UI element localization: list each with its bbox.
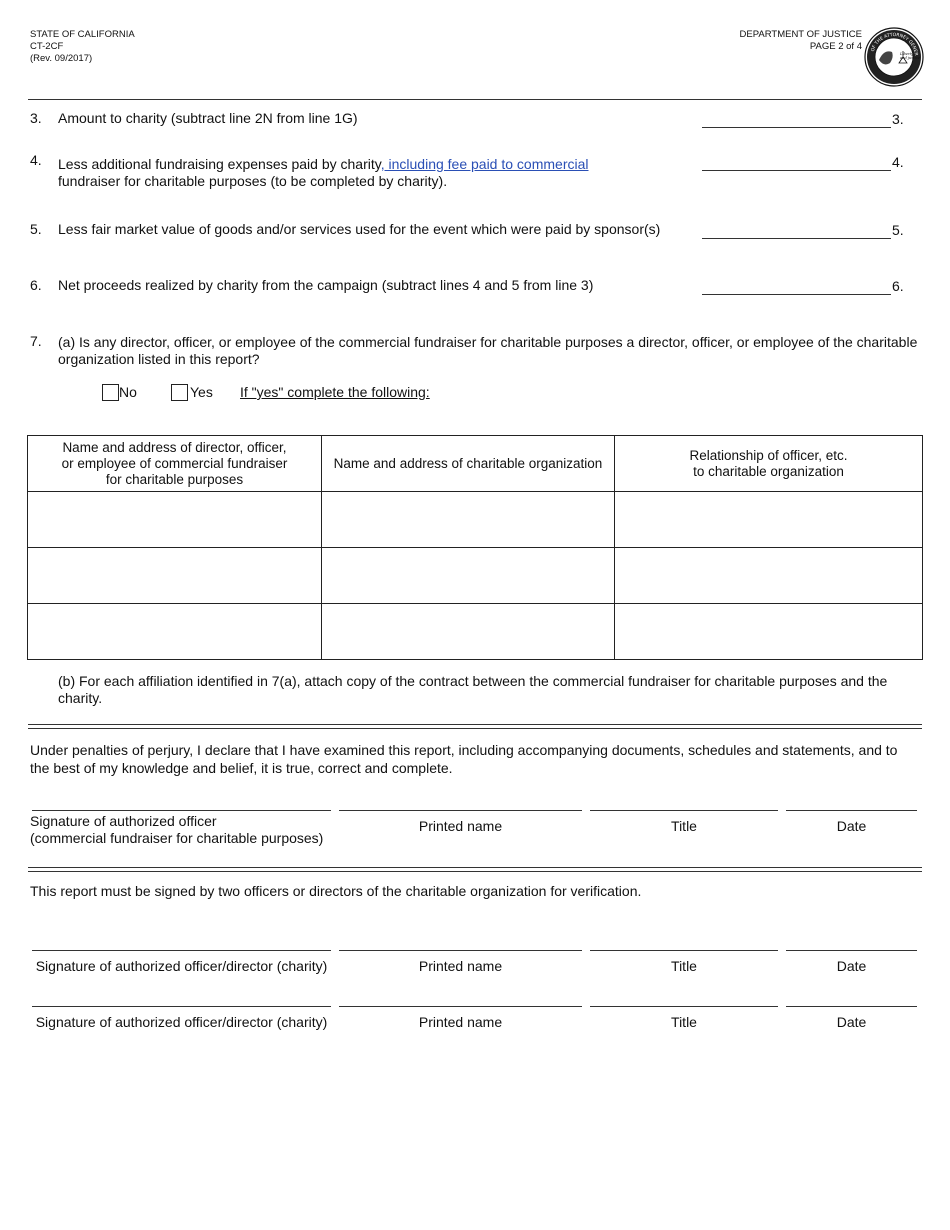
yes-label: Yes [190,384,213,400]
charity-title-field-2[interactable] [590,1006,778,1007]
col1-line3: for charitable purposes [105,471,244,487]
line-3-number: 3. [30,110,42,126]
fundraiser-printed-name-field[interactable] [339,810,582,811]
charity-printed-name-label-2: Printed name [418,1014,503,1030]
charity-date-label-1: Date [836,958,867,974]
fundraiser-signature-label-l1: Signature of authorized officer [30,813,217,829]
fundraiser-title-field[interactable] [590,810,778,811]
col1-line2: or employee of commercial fundraiser [61,455,288,471]
charity-signature-label-2: Signature of authorized officer/director (charity) [35,1014,328,1030]
table-row [28,604,923,660]
line-4-number: 4. [30,152,42,168]
col3-line1: Relationship of officer, etc. [689,447,848,463]
page-indicator: PAGE 2 of 4 [809,41,862,52]
col2-label: Name and address of charitable organization [333,455,603,471]
no-label: No [119,384,137,400]
line-5-amount-field[interactable] [702,238,891,239]
fundraiser-date-field[interactable] [786,810,917,811]
col1-line1: Name and address of director, officer, [62,439,287,455]
charity-date-field-1[interactable] [786,950,917,951]
charity-title-label-2: Title [671,1014,697,1030]
col-header-charitable-org [322,436,615,492]
line-4-text-c: fundraiser for charitable purposes (to be completed by charity). [58,173,448,189]
fundraiser-title-label: Title [671,818,697,834]
if-yes-instruction: If "yes" complete the following: [240,384,430,400]
q7b-text-a: (b) For each affiliation identified in 7(a), attach copy of the contract between the commercial fundraiser for charitable purposes and the [58,673,888,689]
col3-line2: to charitable organization [693,463,844,479]
q7b-text-b: charity. [58,690,103,706]
table-cell-input[interactable] [615,492,923,548]
q7-number: 7. [30,333,42,349]
fundraiser-date-label: Date [836,818,867,834]
fundraiser-signature-field[interactable] [32,810,331,811]
declaration-line-1: Under penalties of perjury, I declare that I have examined this report, including accompanying documents, schedules and statements, and to [30,742,898,758]
q7-text-b: organization listed in this report? [58,351,260,367]
charity-printed-name-field-1[interactable] [339,950,582,951]
svg-text:and justice: and justice [900,56,920,60]
line-3-amount-field[interactable] [702,127,891,128]
header-divider [28,99,922,100]
table-cell-input[interactable] [615,604,923,660]
table-cell-input[interactable] [28,604,322,660]
header-right [740,29,862,53]
line-4-text-a: Less additional fundraising expenses paid by charity [58,156,381,172]
line-5-text: Less fair market value of goods and/or services used for the event which were paid by sponsor(s) [58,221,661,237]
table-cell-input[interactable] [28,548,322,604]
fundraiser-printed-name-label: Printed name [418,818,503,834]
section-divider [28,724,922,729]
form-number: CT-2CF [30,41,64,52]
line-3-ref: 3. [892,111,904,127]
svg-text:OF THE ATTORNEY GENERAL: OF THE ATTORNEY GENER [870,32,918,56]
table-cell-input[interactable] [615,548,923,604]
svg-text:Liberty: Liberty [900,52,914,56]
charity-printed-name-field-2[interactable] [339,1006,582,1007]
line-6-text: Net proceeds realized by charity from the campaign (subtract lines 4 and 5 from line 3) [58,277,594,293]
state-name: STATE OF CALIFORNIA [30,29,135,40]
q7-text-a: (a) Is any director, officer, or employee of the commercial fundraiser for charitable purposes a director, officer, or employee of the charitable [58,334,918,350]
table-cell-input[interactable] [322,492,615,548]
line-4-text [58,156,589,173]
verification-note: This report must be signed by two officers or directors of the charitable organization for verification. [30,883,642,899]
charity-date-field-2[interactable] [786,1006,917,1007]
line-4-amount-field[interactable] [702,170,891,171]
line-3-text: Amount to charity (subtract line 2N from line 1G) [58,110,358,126]
line-6-number: 6. [30,277,42,293]
col-header-fundraiser-person [28,436,322,492]
section-divider [28,867,922,872]
table-cell-input[interactable] [28,492,322,548]
form-revision: (Rev. 09/2017) [30,53,93,64]
table-row [28,492,923,548]
line-6-ref: 6. [892,278,904,294]
charity-title-field-1[interactable] [590,950,778,951]
no-checkbox[interactable] [102,384,119,401]
affiliation-table [27,435,923,660]
table-cell-input[interactable] [322,548,615,604]
line-5-ref: 5. [892,222,904,238]
charity-signature-label-1: Signature of authorized officer/director (charity) [35,958,328,974]
col-header-relationship [615,436,923,492]
declaration-line-2: the best of my knowledge and belief, it is true, correct and complete. [30,760,453,776]
charity-signature-field-1[interactable] [32,950,331,951]
table-header-row [28,436,923,492]
charity-date-label-2: Date [836,1014,867,1030]
department-name: DEPARTMENT OF JUSTICE [739,29,862,40]
table-cell-input[interactable] [322,604,615,660]
header-left [30,29,135,65]
line-4-text-b: , including fee paid to commercial [380,156,589,172]
line-6-amount-field[interactable] [702,294,891,295]
fundraiser-signature-label [30,813,323,847]
yes-checkbox[interactable] [171,384,188,401]
line-5-number: 5. [30,221,42,237]
charity-title-label-1: Title [671,958,697,974]
charity-signature-field-2[interactable] [32,1006,331,1007]
fundraiser-signature-label-l2: (commercial fundraiser for charitable purposes) [30,830,324,846]
line-4-ref: 4. [892,154,904,170]
doj-seal-icon [864,27,924,87]
table-row [28,548,923,604]
charity-printed-name-label-1: Printed name [418,958,503,974]
